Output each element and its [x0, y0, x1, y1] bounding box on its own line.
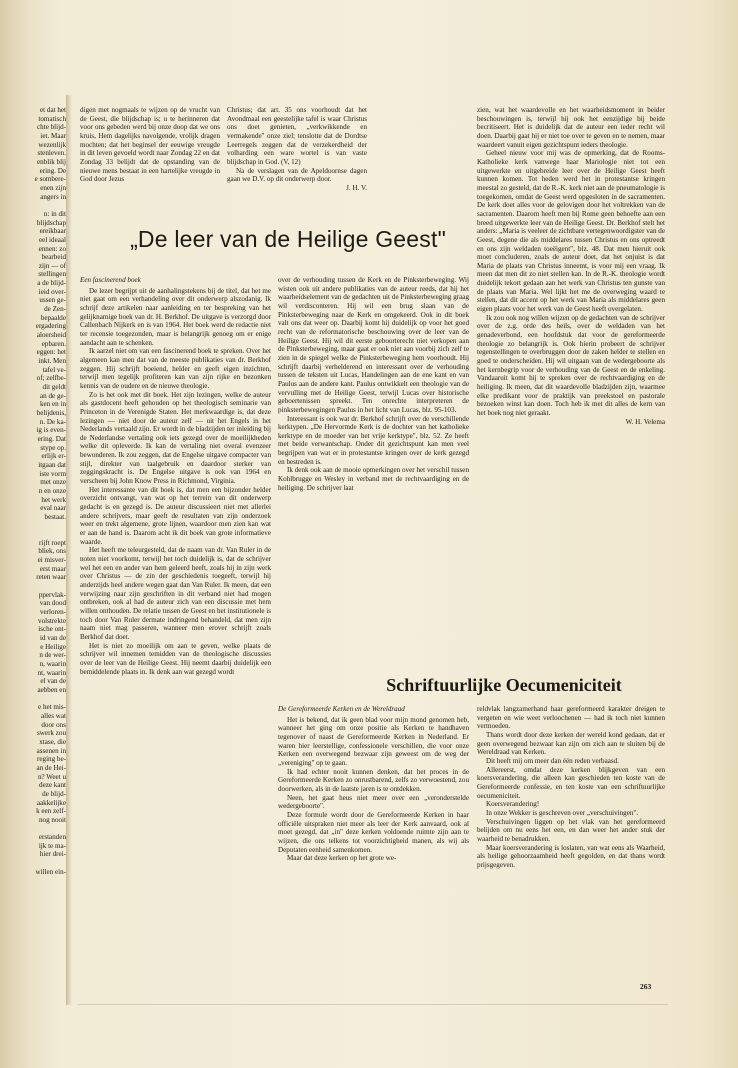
paragraph: Dit heeft mij om meer dan één reden verbaasd. — [486, 756, 619, 765]
paragraph: Verschuivingen liggen op het vlak van het gereformeerd belijden om nu eens het een, en dan weer het ander stuk der waarheid te benadrukken. — [477, 817, 665, 843]
paragraph: Maar koersverandering is loslaten, van wat eens als Waarheid, als heilige gehoorzaamheid heeft gegolden, en dat thans wordt prijsgegeven. — [477, 843, 665, 869]
margin-fragment: van dood — [39, 599, 66, 608]
margin-fragment: of; zelfbe- — [36, 374, 66, 383]
margin-fragment: ei misver- — [37, 556, 66, 565]
margin-fragment: a de blijd- — [37, 279, 66, 288]
article1-column-2 — [278, 276, 469, 672]
margin-fragment: id van de — [39, 634, 66, 643]
margin-fragment: stellingen — [38, 270, 66, 279]
margin-fragment — [0, 582, 66, 591]
margin-fragment: nt, waarin — [37, 668, 66, 677]
top-column-1 — [80, 106, 220, 201]
paragraph: over de verhouding tussen de Kerk en de Pinksterbeweging. Wij wisten ook uit andere publikaties van de auteur reeds, dat hij het waarheidselement van de gedachten uit de Pinksterbeweging graag wil verdisconteren. Hij wil een brug slaan van de Pinksterbeweging naar de Kerk en omgekeerd. Ook in dit boek valt ons dat weer op. Daarbij komt hij duidelijk op voor het goed recht van de reformatorische beschouwing over de leer van de Heilige Geest. Hij wil dit eerste geboorterecht niet verkopen aan de Pinksterbeweging, maar gaat er ook niet aan voorbij zich zelf te zien in de spiegel welke de Pinksterbeweging hem voorhoudt. Hij schrijft daarbij verhelderend en interessant over de verhouding tussen de teksten uit Lucas, Handelingen aan de ene kant en van Paulus aan de andere kant. Paulus ontwikkelt een theologie van de vervulling met de Heilige Geest, terwijl Lucas over historische geboertenissen spreekt. Ten onrechte interpreteren de pinksterbewegingen Paulus in het licht van Lucas, blz. 95-103. — [278, 276, 469, 414]
paragraph: Thans wordt door deze kerken der wereld kond gedaan, dat er geen overwegend bezwaar kan zijn om zich aan te sluiten bij de Wereldraad van Kerken. — [477, 730, 665, 757]
margin-fragment: ennen: zo — [38, 244, 66, 253]
paragraph: Het is niet zo moeilijk om aan te geven, welke plaats de schrijver wil innemen temidden van de theologische discussies over de leer van de Heilige Geest. Hij neemt daarbij duidelijk een bemiddelende plaats in. Ik denk aan wat gezegd wordt — [80, 641, 271, 676]
margin-fragment: angers in — [40, 192, 66, 201]
margin-fragment: chte blijd- — [37, 123, 66, 132]
margin-fragment: het werk — [41, 495, 66, 504]
top-column-3 — [477, 106, 665, 666]
paragraph: Na de verslagen van de Apeldoornse dagen gaan we D.V. op dit onderwerp door. — [227, 166, 367, 184]
paragraph: Neen, het gaat heus niet meer over een „veronderstelde wedergeboorte". — [278, 793, 469, 811]
margin-fragment: ig is even- — [36, 426, 66, 435]
margin-fragment: de blijd- — [42, 789, 66, 798]
margin-fragment: erst maar — [39, 564, 66, 573]
margin-fragment: erstanden — [38, 833, 66, 842]
paragraph: Ik had echter nooit kunnen denken, dat het proces in de Gereformeerde Kerken zo onrustbarend, zelfs zo verwoestend, zou doorwerken, als in de laatste jaren is te ontdekken. — [278, 767, 469, 793]
margin-fragment: ken en in — [39, 400, 66, 409]
margin-fragment: n: in dit — [43, 209, 66, 218]
paragraph: De lezer begrijpt uit de aanhalingstekens bij de titel, dat het me niet gaat om een verhandeling over dit onderwerp alszodanig. Ik schrijf deze artikelen naar aanleiding en ter bespreking van het gelijknamige boek van dr. H. Berkhof. De uitgave is verzorgd door Callenbach Nijkerk en is van 1964. Het boek werd de redactie niet ter recensie toegezonden, maar is belangrijk genoeg om er enige aandacht aan te schenken. — [80, 286, 271, 347]
margin-fragment: ering. Dat — [37, 434, 66, 443]
margin-fragment: ieid over- — [38, 287, 66, 296]
margin-fragment: el van de — [40, 677, 66, 686]
margin-fragment — [0, 824, 66, 833]
margin-fragment: k een zelf- — [36, 807, 66, 816]
margin-fragment: n, waarin — [39, 660, 66, 668]
margin-fragment: de Zen- — [44, 305, 66, 314]
margin-fragment: ijk te ma- — [38, 841, 66, 850]
margin-fragment: willen ein- — [35, 867, 66, 876]
margin-fragment: an de ge- — [40, 391, 66, 400]
margin-fragment: e Heilige — [40, 642, 66, 651]
paragraph: zien, wat het waardevolle en het waarheidsmoment in beider beschouwingen is, terwijl hij ook het eenzijdige bij beide becritiseert. Het is duidelijk dat de auteur een ieder recht wil doen. Daarbij gaat hij er niet toe over te geven en te nemen, maar waardeert vanuit eigen gezichtspunt ieders theologie. — [477, 106, 665, 149]
left-margin-column — [0, 106, 66, 1006]
margin-fragment: ussen ge- — [39, 296, 66, 305]
margin-fragment: eval naar — [40, 504, 66, 513]
margin-fragment: rijft roept — [39, 538, 66, 547]
margin-fragment: stype op. — [40, 443, 66, 452]
paragraph: Ik denk ook aan de mooie opmerkingen over het verschil tussen Kohlbrugge en Wesley in verband met de rechtvaardiging en de heiliging. De schrijver laat — [278, 466, 469, 492]
margin-fragment: e sombere- — [34, 175, 66, 184]
margin-fragment: swerk zou — [37, 729, 66, 738]
margin-fragment — [0, 859, 66, 868]
margin-fragment: verloren- — [40, 608, 66, 617]
margin-fragment: n. De ka- — [39, 417, 66, 426]
margin-fragment: epbaren. — [41, 339, 66, 348]
page-number: 263 — [640, 982, 652, 991]
margin-fragment: zijn — of — [38, 261, 66, 270]
margin-fragment: dit geldt — [42, 383, 66, 391]
margin-fragment: enblik blij — [37, 157, 66, 166]
paragraph: Christus; dat art. 35 ons voorhoudt dat het Avondmaal een geestelijke tafel is waar Christus ons doet genieten, „verkwikkende en vermakende" onze ziel; tenslotte dat de Dordtse Leerregels zeggen dat de verzekerdheid der volharding een ware wortel is van vaste blijdschap in God. (V, 12) — [227, 106, 367, 166]
paragraph: Zo is het ook met dit boek. Het zijn lezingen, welke de auteur als gastdocent heeft gehouden op het theologisch seminarie van Princeton in de Verenigde Staten. Het merkwaardige is, dat deze lezingen — niet door de auteur zelf — uit het Engels in het Nederlands vertaald zijn. Er wordt in de bladzijden ter inleiding bij de Nederlandse vertaling ook iets gezegd over de moeilijkheden welke dit opleverde. Ik kan de vertaling niet overal evenzeer bewonderen. Ik zou zeggen, dat de Engelse uitgave compacter van stijl, direkter van taalgebruik en daardoor sterker van zeggingskracht is. De Engelse uitgave is ook van 1964 en verscheen bij John Know Press in Richmond, Virginia. — [80, 390, 271, 486]
paragraph: Allereerst, omdat deze kerken blijkgeven van een koersverandering, die alleen kan geschieden ten koste van de Gereformeerde confessie, en ten koste van een schriftuurlijke oecumeniciteit. — [477, 765, 665, 800]
margin-fragment: aloersheid — [36, 331, 66, 340]
margin-fragment: belijdenis, — [36, 408, 66, 417]
margin-fragment: bestaat. — [44, 512, 66, 521]
margin-fragment: xtase, die — [39, 737, 66, 746]
margin-fragment: n en onze — [38, 486, 66, 495]
margin-fragment: assenen in — [36, 746, 66, 755]
article2-column-2 — [477, 705, 665, 985]
margin-fragment: n? Weet u — [37, 772, 66, 781]
margin-fragment — [0, 201, 66, 210]
paragraph: digen met nogmaals te wijzen op de vrucht van de Geest, die blijdschap is; u te herinneren dat voor ons gebeden werd bij onze doop dat we ons kruis, Hem dagelijks navolgende, vrolijk dragen mochten; dat het beginsel der eeuwige vreugde in dit leven gevoeld wordt naar Zondag 22 en dat Zondag 33 belijdt dat de opstanding van de nieuwe mens bestaat in een hartelijke vreugde in God door Jezus — [80, 106, 220, 184]
subheading: De Gereformeerde Kerken en de Wereldraad — [278, 705, 405, 713]
margin-fragment: eggen: het — [36, 348, 66, 357]
margin-fragment: an de Hei- — [36, 763, 66, 772]
author-signature: W. H. Velema — [625, 417, 665, 426]
margin-fragment: tomatisch — [38, 114, 66, 123]
margin-fragment: door ons — [41, 720, 66, 729]
paragraph: Het is bekend, dat ik geen blad voor mijn mond genomen heb, wanneer het ging om onze positie als Kerken te handhaven tegenover of naast de Gereformeerde Kerken in Nederland. Er waren hier leerstellige, confessionele verschillen, die voor onze Kerken een overwegend bezwaar zijn geweest om de weg der „vereniging" op te gaan. — [278, 715, 469, 767]
paragraph: Ik aarzel niet om van een fascinerend boek te spreken. Over het algemeen kan men dat van de meeste publikaties van dr. Berkhof zeggen. Hij schrijft boeiend, helder en geeft eigen inzichten, terwijl men tegelijk profiteren kan van zijn rijke en bezonken kennis van de oudere en de nieuwe theologie. — [80, 347, 271, 390]
paragraph: Ik zou ook nog willen wijzen op de gedachten van de schrijver over de z.g. orde des heils, over de weldaden van het genadeverbond, een hoofdstuk dat voor de gereformeerde theologie zo belangrijk is. Ook hierin probeert de schrijver tegenstellingen te overbruggen door de zaken helder te stellen en goed te onderscheiden. Hij wil uitgaan van de wedergeboorte als het kernbegrip voor de verhouding van de Geest en de enkeling. Vandaaruit komt hij te spreken over de rechtvaardiging en de heiliging. Ik meen, dat dit waardevolle bladzijden zijn, waarmee elke predikant voor de praktijk van preekstoel en pastorale bezoeken winst kan doen. Toch heb ik met dit alles de kern van het boek nog niet geraakt. — [477, 313, 665, 417]
top-column-2 — [227, 106, 367, 201]
paragraph: Maar dat deze kerken op het grote we- — [287, 854, 397, 863]
margin-fragment: iet. Maar — [40, 131, 66, 140]
margin-fragment: eel ideaal — [39, 235, 66, 244]
paragraph: Interessant is ook wat dr. Berkhof schrijft over de verschillende kerktypen. „De Hervormde Kerk is de dochter van het katholieke kerktype en de moeder van het vrije kerktype", blz. 52. Ze heeft met beide verwantschap. Onder dit gezichtspunt kan men veel begrijpen van wat er in protestantse kringen over de kerk gezegd en bestreden is. — [278, 414, 469, 466]
paragraph: Geheel nieuw voor mij was de opmerking, dat de Rooms-Katholieke kerk vanwege haar Mariologie niet tot een uitgewerkte en uitgebreide leer over de Heilige Geest heeft kunnen komen. Tot heden werd het in protestantse kringen meestal zo gesteld, dat de R.-K. kerk niet aan de pneumatologie is toegekomen, omdat de Geest werd opgesloten in de sacramenten. De kerk doet alles voor de gelovigen door het voltrekken van de sacramenten. Daarom heeft men bij Rome geen behoefte aan een breed uitgewerkte leer van de Heilige Geest. Dr. Berkhof stelt het anders: „Maria is veeleer de zichtbare vertegenwoordigster van de Geest, degene die als middelares tussen Christus en ons optreedt en ons zijn weldaden toeëigent", blz. 48. Dat men hieruit ook moet concluderen, zoals de auteur doet, dat het onjuist is dat Maria de plaats van Christus inneemt, is voor mij een vraag. Ik meen dat men dit zo niet stellen kan. In de R.-K. theologie wordt duidelijk tekort gedaan aan het werk van Christus ten gunste van de plaats van Maria. Wel lijkt het me de overweging waard te stellen, dat dit accent op het werk van Maria als middelares geen eigen plaats voor het werk van de Geest heeft overgelaten. — [477, 149, 665, 314]
paragraph: Het interessante van dit boek is, dat men een bijzonder helder overzicht ontvangt, van wat op het terrein van dit onderwerp gedacht is en gezegd is. De auteur discussieert niet met allerlei andere schrijvers, maar geeft de resultaten van zijn onderzoek weer en trekt algemene, grote lijnen, waardoor men zien kan wat er aan de hand is. Daarom acht ik dit boek van grote informatieve waarde. — [80, 485, 271, 546]
margin-fragment: e het mis- — [38, 703, 66, 712]
margin-fragment: stenleven. — [37, 149, 66, 158]
binding-gutter — [66, 95, 72, 1005]
margin-fragment: inkt. Men — [38, 357, 66, 366]
margin-fragment: aakkelijke — [36, 798, 66, 807]
margin-fragment: bearbeid — [41, 253, 66, 262]
author-signature: J. H. V. — [346, 183, 367, 192]
margin-fragment: n de wer- — [39, 651, 66, 660]
paragraph: reldvlak langzamerhand haar gereformeerd karakter dreigen te vergeten en wie weet verloochenen — had ik toch niet kunnen vermoeden. — [477, 705, 665, 731]
margin-fragment: reten waar — [36, 573, 66, 582]
article1-column-1 — [80, 276, 271, 1003]
margin-fragment — [0, 695, 66, 704]
margin-fragment: aebben en — [37, 685, 66, 694]
margin-fragment: blijdschap — [36, 218, 66, 227]
margin-fragment: volstrekte — [38, 616, 66, 625]
margin-fragment: alles wat — [40, 711, 66, 720]
margin-fragment: ergadering — [35, 322, 66, 331]
subheading: Een fascinerend boek — [80, 276, 141, 284]
margin-fragment: wezenlijk — [38, 140, 66, 149]
margin-fragment: tafel ve- — [42, 365, 66, 374]
paragraph: Het heeft me teleurgesteld, dat de naam van dr. Van Ruler in de noten niet voorkomt, terwijl het toch duidelijk is, dat de schrijver wel het een en ander van hem geleerd heeft, zoals hij in zijn werk over Christus — de zin der geschiedenis toegeeft, terwijl hij anderzijds heel andere wegen gaat dan Van Ruler. Ik meen, dat een verwijzing naar zijn geschriften in dit verband niet had mogen ontbreken, ook al had de auteur zich van een discussie met hem willen onthouden. De relatie tussen de Geest en het institutionele is toch door Van Ruler dermate indringend behandeld, dat men zijn naam niet mag passeren, wanneer men erover schrijft zoals Berkhof dat doet. — [80, 546, 271, 641]
margin-fragment: ering. De — [39, 166, 66, 175]
margin-fragment: bepaalde — [40, 313, 66, 322]
margin-fragment: hier drei- — [39, 850, 66, 859]
article2-column-1 — [278, 705, 469, 1003]
margin-fragment — [0, 522, 66, 531]
margin-fragment: et dat het — [40, 106, 66, 114]
paragraph: Deze formule wordt door de Gereformeerde Kerken in haar officiële uitspraken niet meer als leer der Kerk aanvaard, ook al moet gezegd, dat „in" deze kerken voldoende ruimte zijn aan te wijzen, die ons telkens tot voorzichtigheid manen, als wij als Deputaten eenheid samenkomen. — [278, 810, 469, 854]
margin-fragment: met onze — [40, 478, 66, 487]
article-title-heilige-geest: „De leer van de Heilige Geest" — [130, 226, 446, 252]
margin-fragment: deze kant — [39, 781, 66, 790]
margin-fragment — [0, 530, 66, 539]
margin-fragment: itgaan dat — [38, 460, 66, 469]
bottom-rule — [78, 1004, 668, 1005]
margin-fragment: nog nooit — [39, 815, 66, 824]
margin-fragment: ereikbaar — [39, 227, 66, 236]
margin-fragment: erlijk er- — [41, 452, 66, 461]
margin-fragment: reging be- — [37, 755, 66, 764]
article-title-oecumeniciteit: Schriftuurlijke Oecumeniciteit — [386, 675, 622, 695]
paragraph: In onze Wekker is geschreven over „verschuivingen". — [486, 808, 639, 817]
paragraph: Koersverandering! — [486, 800, 540, 809]
margin-fragment: iste vorm — [39, 469, 66, 478]
margin-fragment: enen zijn — [40, 183, 66, 192]
margin-fragment: ppervlak- — [38, 590, 66, 599]
margin-fragment: bliek, ons — [38, 547, 66, 556]
margin-fragment: ische ont- — [38, 625, 66, 634]
